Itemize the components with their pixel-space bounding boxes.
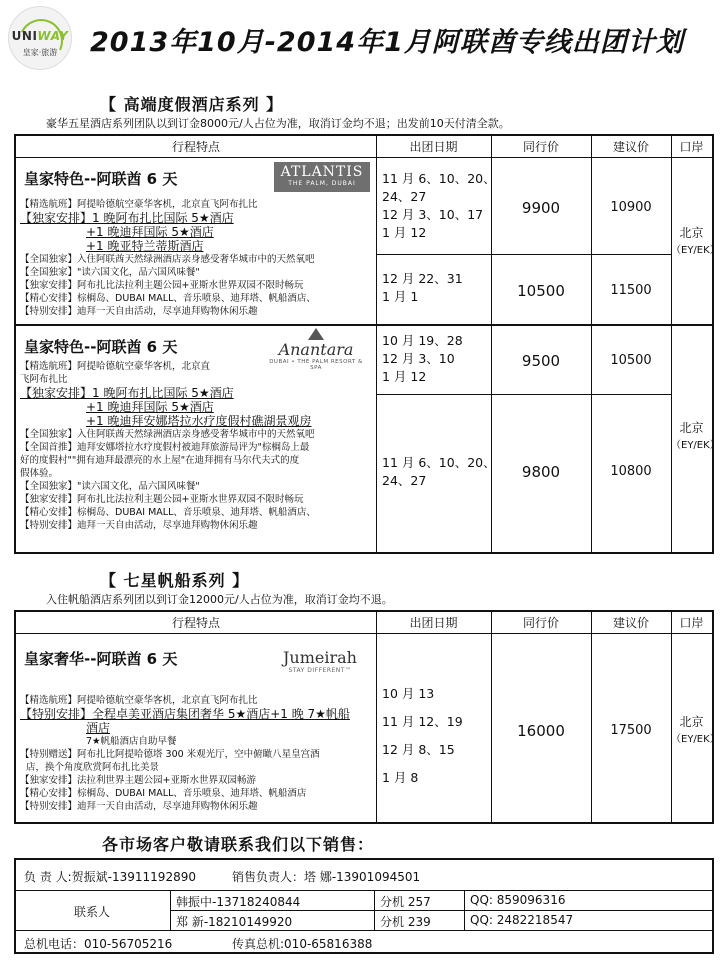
date-line: 12 月 22、31 [382,271,463,286]
detail-line: +1 晚迪拜安娜塔拉水疗度假村礁湖景观房 [86,414,312,428]
section2-table [14,610,720,824]
jumeirah-logo [278,648,362,680]
date-line: 11 月 6、10、20、 [382,455,496,470]
detail-line: 【独家安排】1 晚阿布扎比国际 5★酒店 [20,386,234,400]
contact-label: 联系人 [74,905,111,919]
detail-line: 【全国首推】迪拜安娜塔拉水疗度假村被迪拜旅游局评为"棕榈岛上最 [20,442,310,453]
detail-line: 店，换个角度欣赏阿布扎比美景 [26,762,160,773]
row-divider [16,930,712,931]
port-city: 北京 [679,421,704,435]
retail-price: 10900 [610,200,652,215]
hotel-logo-name: Jumeirah [283,648,357,667]
detail-line: 飞阿布扎比 [20,374,68,385]
port-airline: （EY/EK） [671,245,720,256]
section2-title: 【 七星帆船系列 】 [100,571,250,590]
contact-ext: 分机 257 [380,895,431,909]
row-divider [376,394,671,395]
detail-line: 酒店 [86,721,111,735]
contacts-table [14,858,714,954]
section1-title: 【 高端度假酒店系列 】 [100,95,284,114]
divider [491,612,492,822]
detail-line: 【精选航班】阿提哈德航空豪华客机，北京直飞阿布扎比 [20,199,258,210]
package-details [20,198,374,318]
contact-qq: QQ: 2482218547 [470,913,574,927]
page-title: 2013年10月-2014年1月阿联酋专线出团计划 [90,27,684,58]
departure-port [671,420,720,454]
contacts-title: 各市场客户敬请联系我们以下销售： [102,835,375,854]
col-header-peer-price: 同行价 [491,136,591,158]
divider [170,890,171,930]
fax-number: 传真总机:010-65816388 [232,937,373,951]
date-line: 11 月 6、10、20、 [382,171,496,186]
row-divider [376,254,671,255]
atlantis-logo [274,162,370,192]
detail-line: 【精心安排】棕榈岛、DUBAI MALL、音乐喷泉、迪拜塔、帆船酒店、 [20,293,316,304]
col-header-retail-price: 建议价 [591,612,671,634]
divider [591,136,592,552]
hotel-logo-sub: DUBAI • THE PALM RESORT & SPA [269,359,363,371]
divider [591,612,592,822]
date-line: 12 月 3、10 [382,351,455,366]
contact-ext: 分机 239 [380,915,431,929]
detail-line: 【独家安排】1 晚阿布扎比国际 5★酒店 [20,211,234,225]
logo-brand-b: WAY [37,29,69,43]
divider [464,890,465,930]
divider [671,136,672,552]
departure-dates [382,454,496,490]
detail-line: 【特别安排】迪拜一天自由活动，尽享迪拜购物休闲乐趣 [20,801,258,812]
detail-line: 【特别安排】迪拜一天自由活动，尽享迪拜购物休闲乐趣 [20,520,258,531]
package-name: 皇家奢华--阿联酋 6 天 [24,650,178,668]
date-line: 12 月 8、15 [382,742,455,757]
detail-line: 【独家安排】阿布扎比法拉利主题公园+亚斯水世界双园不限时畅玩 [20,280,304,291]
row-divider [16,890,712,891]
date-line: 1 月 8 [382,770,419,785]
port-airline: （EY/EK） [671,734,720,745]
package-name: 皇家特色--阿联酋 6 天 [24,170,178,188]
company-logo [8,6,72,70]
col-header-dates: 出团日期 [376,136,491,158]
package-details [20,360,374,532]
retail-price: 10800 [610,464,652,479]
peer-price: 10500 [517,282,565,300]
departure-dates [382,680,463,792]
detail-line: 好的度假村""拥有迪拜最漂亮的水上屋"在迪拜拥有马尔代夫式的度 [20,455,300,466]
date-line: 24、27 [382,473,427,488]
section1-table [14,134,720,554]
col-header-port: 口岸 [671,136,712,158]
col-header-itinerary: 行程特点 [16,612,376,634]
departure-port [671,714,720,748]
date-line: 10 月 13 [382,686,435,701]
detail-line: 【精心安排】棕榈岛、DUBAI MALL、音乐喷泉、迪拜塔、帆船酒店 [20,788,307,799]
detail-line: 【全国独家】入住阿联酋天然绿洲酒店亲身感受奢华城市中的天然氧吧 [20,429,315,440]
detail-line: 【精选航班】阿提哈德航空豪华客机，北京直飞阿布扎比 [20,695,258,706]
hotel-logo-name: Anantara [278,340,354,359]
package-divider [16,324,712,326]
logo-brand [9,29,71,43]
peer-price: 9900 [521,199,561,217]
logo-tagline: 皇家·旅游 [22,48,58,57]
retail-price: 17500 [610,723,652,738]
date-line: 1 月 12 [382,225,427,240]
hotel-logo-sub: STAY DIFFERENT™ [288,667,352,674]
peer-price: 16000 [517,722,565,740]
detail-line: 【精心安排】棕榈岛、DUBAI MALL、音乐喷泉、迪拜塔、帆船酒店、 [20,507,316,518]
detail-line: +1 晚亚特兰蒂斯酒店 [86,239,204,253]
detail-line: 假体验。 [20,468,59,479]
departure-port [671,225,720,259]
logo-brand-a: UNI [11,29,38,43]
detail-line: 【特别安排】迪拜一天自由活动，尽享迪拜购物休闲乐趣 [20,306,258,317]
contact-qq: QQ: 859096316 [470,893,566,907]
port-city: 北京 [679,226,704,240]
divider [376,136,377,552]
retail-price: 10500 [610,353,652,368]
date-line: 1 月 1 [382,289,419,304]
col-header-retail-price: 建议价 [591,136,671,158]
manager-contact: 负 责 人:贺振斌-13911192890 [24,870,196,884]
package-details [20,694,374,813]
anantara-mark-icon [308,328,324,340]
detail-line: 【独家安排】阿布扎比法拉利主题公园+亚斯水世界双园不限时畅玩 [20,494,304,505]
detail-line: 【全国独家】"读六国文化，品六国风味餐" [20,267,200,278]
hotel-logo-name: ATLANTIS [280,164,364,180]
peer-price: 9800 [521,463,561,481]
hotel-logo-sub: THE PALM, DUBAI [288,180,356,187]
contact-name: 郑 新-18210149920 [176,915,293,929]
departure-dates [382,170,496,242]
detail-line: +1 晚迪拜国际 5★酒店 [86,225,214,239]
detail-line: 【全国独家】"读六国文化，品六国风味餐" [20,481,200,492]
main-phone: 总机电话：010-56705216 [24,937,173,951]
retail-price: 11500 [610,283,652,298]
package-name: 皇家特色--阿联酋 6 天 [24,338,178,356]
col-header-itinerary: 行程特点 [16,136,376,158]
section2-note: 入住帆船酒店系列团以到订金12000元/人占位为准，取消订金均不退。 [46,593,393,606]
detail-line: 【独家安排】法拉利世界主题公园+亚斯水世界双园畅游 [20,775,256,786]
peer-price: 9500 [521,352,561,370]
date-line: 11 月 12、19 [382,714,463,729]
divider [376,612,377,822]
col-header-dates: 出团日期 [376,612,491,634]
sales-manager-contact: 销售负责人：塔 娜-13901094501 [232,870,421,884]
departure-dates [382,270,463,306]
detail-line: +1 晚迪拜国际 5★酒店 [86,400,214,414]
contact-name: 韩振中-13718240844 [176,895,301,909]
divider [374,890,375,930]
detail-line: 【全国独家】入住阿联酋天然绿洲酒店亲身感受奢华城市中的天然氧吧 [20,254,315,265]
row-divider [170,910,712,911]
date-line: 12 月 3、10、17 [382,207,484,222]
date-line: 10 月 19、28 [382,333,463,348]
port-city: 北京 [679,715,704,729]
detail-line: 【特别安排】全程卓美亚酒店集团奢华 5★酒店+1 晚 7★帆船 [20,707,350,721]
detail-line: 【特别赠送】阿布扎比阿提哈德塔 300 米观光厅，空中俯瞰八星皇宫酒 [20,749,320,760]
detail-line: 7★帆船酒店自助早餐 [86,736,177,747]
detail-line: 【精选航班】阿提哈德航空豪华客机，北京直 [20,361,211,372]
port-airline: （EY/EK） [671,440,720,451]
section1-note: 豪华五星酒店系列团队以到订金8000元/人占位为准，取消订金均不退；出发前10天付清全款。 [46,117,510,130]
col-header-peer-price: 同行价 [491,612,591,634]
date-line: 24、27 [382,189,427,204]
date-line: 1 月 12 [382,369,427,384]
col-header-port: 口岸 [671,612,712,634]
departure-dates [382,332,463,386]
